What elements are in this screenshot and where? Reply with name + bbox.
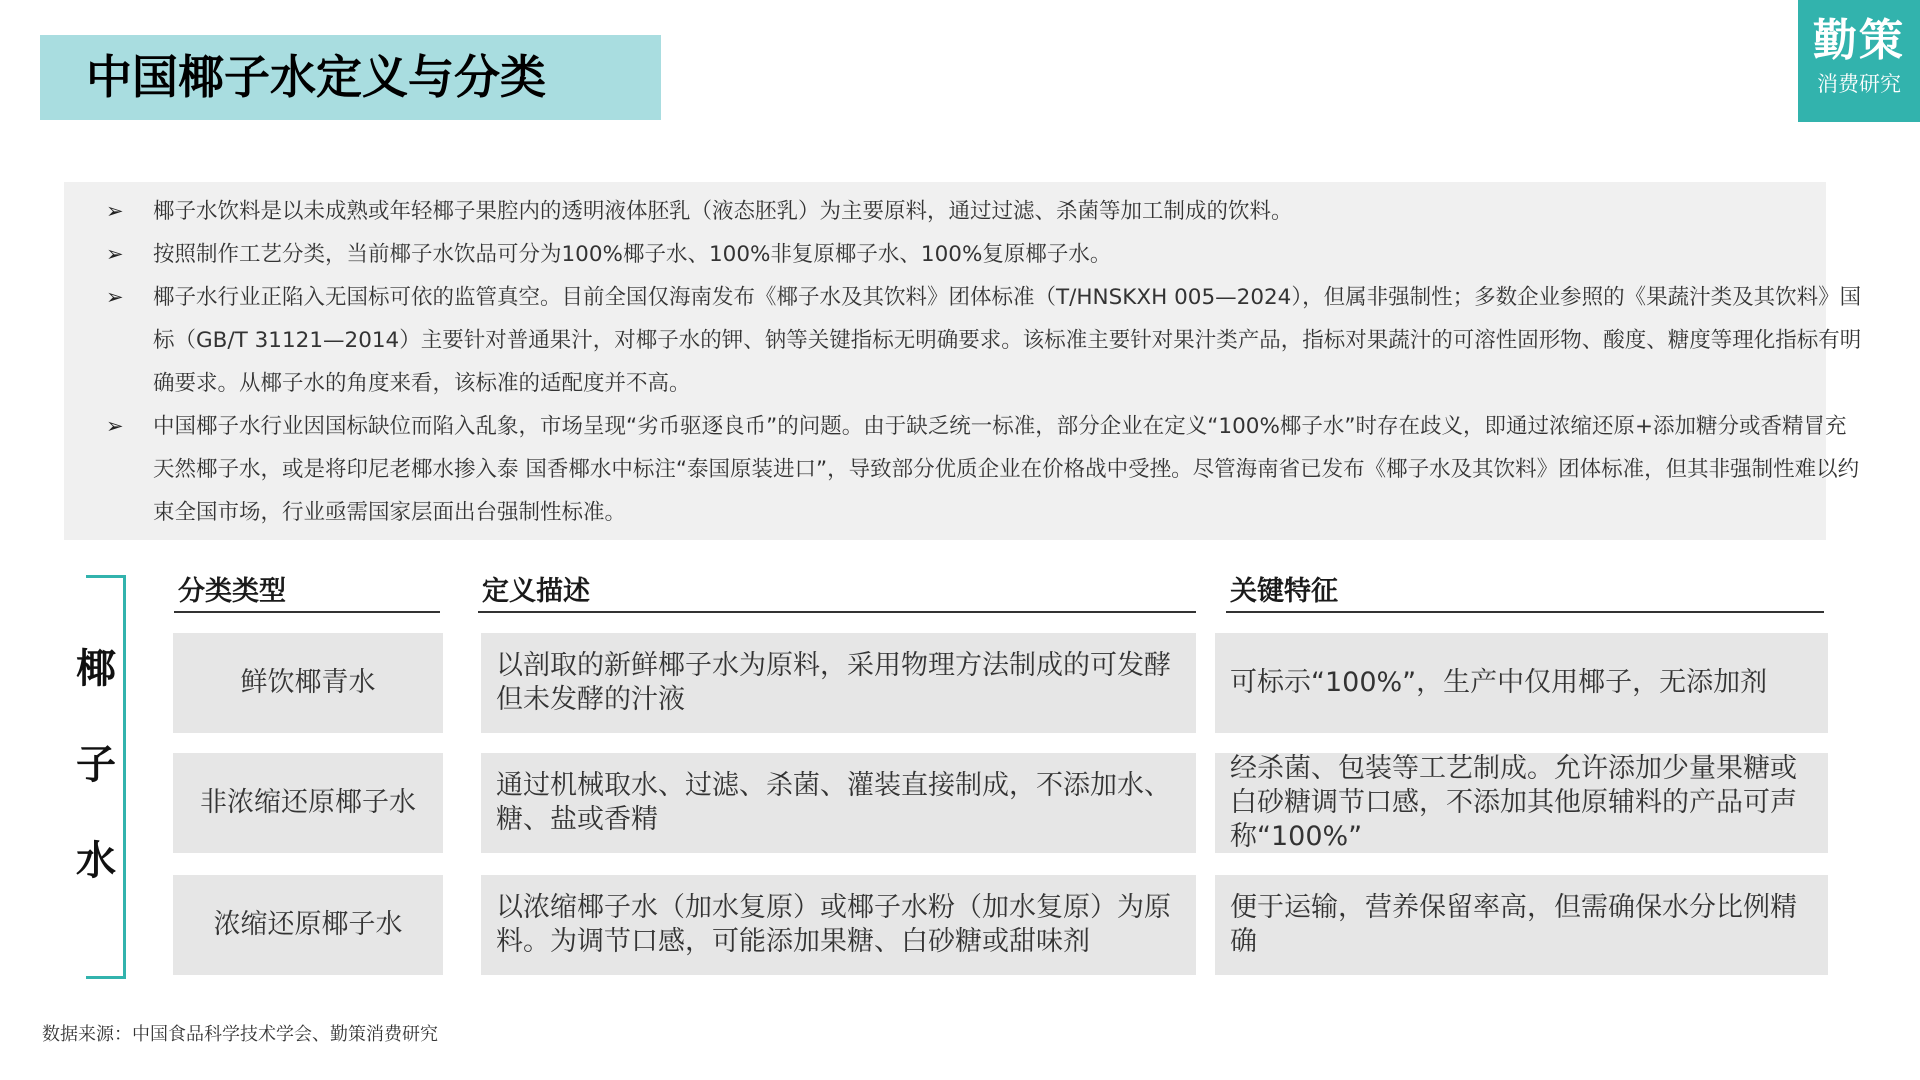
- header-feature: 关键特征: [1230, 576, 1338, 607]
- table-cell-feature: 可标示“100%”，生产中仅用椰子，无添加剂: [1215, 633, 1828, 733]
- table-cell-type: 非浓缩还原椰子水: [173, 753, 443, 853]
- brand-logo-sub: 消费研究: [1817, 72, 1901, 96]
- page-title: 中国椰子水定义与分类: [86, 50, 546, 104]
- intro-text: 椰子水饮料是以未成熟或年轻椰子果腔内的透明液体胚乳（液态胚乳）为主要原料，通过过滤、杀菌等加工制成的饮料。: [153, 199, 1293, 224]
- intro-text: 按照制作工艺分类，当前椰子水饮品可分为100%椰子水、100%非复原椰子水、100%复原椰子水。: [153, 242, 1112, 267]
- intro-panel: [64, 182, 1862, 540]
- arrow-bullet-icon: ➢: [106, 285, 124, 309]
- brand-logo: [1798, 0, 1920, 122]
- intro-text: 中国椰子水行业因国标缺位而陷入乱象，市场呈现“劣币驱逐良币”的问题。由于缺乏统一标准，部分企业在定义“100%椰子水”时存在歧义，即通过浓缩还原+添加糖分或香精冒充天然椰子水，或是将印尼老椰水掺入泰 国香椰水中标注“泰国原装进口”，导致部分优质企业在价格战中受挫。尽管海南省已发布《椰子水及其饮料》团体标准，但其非强制性难以约束全国市场，行业亟需国家层面出台强制性标准。: [153, 414, 1860, 525]
- table-cell-feature: 便于运输，营养保留率高，但需确保水分比例精确: [1215, 875, 1828, 975]
- header-underline: [174, 611, 440, 613]
- side-label-char: 水: [76, 838, 116, 884]
- table-cell-desc: 以浓缩椰子水（加水复原）或椰子水粉（加水复原）为原料。为调节口感，可能添加果糖、白砂糖或甜味剂: [481, 875, 1196, 975]
- brand-logo-main: 勤策: [1813, 15, 1905, 66]
- header-underline: [1226, 611, 1824, 613]
- header-underline: [478, 611, 1196, 613]
- arrow-bullet-icon: ➢: [106, 199, 124, 223]
- arrow-bullet-icon: ➢: [106, 414, 124, 438]
- table-cell-desc: 通过机械取水、过滤、杀菌、灌装直接制成，不添加水、糖、盐或香精: [481, 753, 1196, 853]
- table-cell-feature: 经杀菌、包装等工艺制成。允许添加少量果糖或白砂糖调节口感，不添加其他原辅料的产品可声称“100%”: [1215, 753, 1828, 853]
- title-banner: [40, 35, 661, 120]
- intro-text: 椰子水行业正陷入无国标可依的监管真空。目前全国仅海南发布《椰子水及其饮料》团体标准（T/HNSKXH 005—2024），但属非强制性；多数企业参照的《果蔬汁类及其饮料》国标（GB/T 31121—2014）主要针对普通果汁，对椰子水的钾、钠等关键指标无明确要求。该标准主要针对果汁类产品，指标对果蔬汁的可溶性固形物、酸度、糖度等理化指标有明确要求。从椰子水的角度来看，该标准的适配度并不高。: [153, 285, 1862, 396]
- table-cell-type: 浓缩还原椰子水: [173, 875, 443, 975]
- side-label-char: 子: [76, 742, 116, 788]
- table-cell-desc: 以剖取的新鲜椰子水为原料，采用物理方法制成的可发酵但未发酵的汁液: [481, 633, 1196, 733]
- table-cell-type: 鲜饮椰青水: [173, 633, 443, 733]
- arrow-bullet-icon: ➢: [106, 242, 124, 266]
- side-label-char: 椰: [76, 646, 116, 692]
- header-type: 分类类型: [178, 576, 286, 607]
- data-source-note: 数据来源：中国食品科学技术学会、勤策消费研究: [42, 1024, 438, 1045]
- header-desc: 定义描述: [482, 576, 590, 607]
